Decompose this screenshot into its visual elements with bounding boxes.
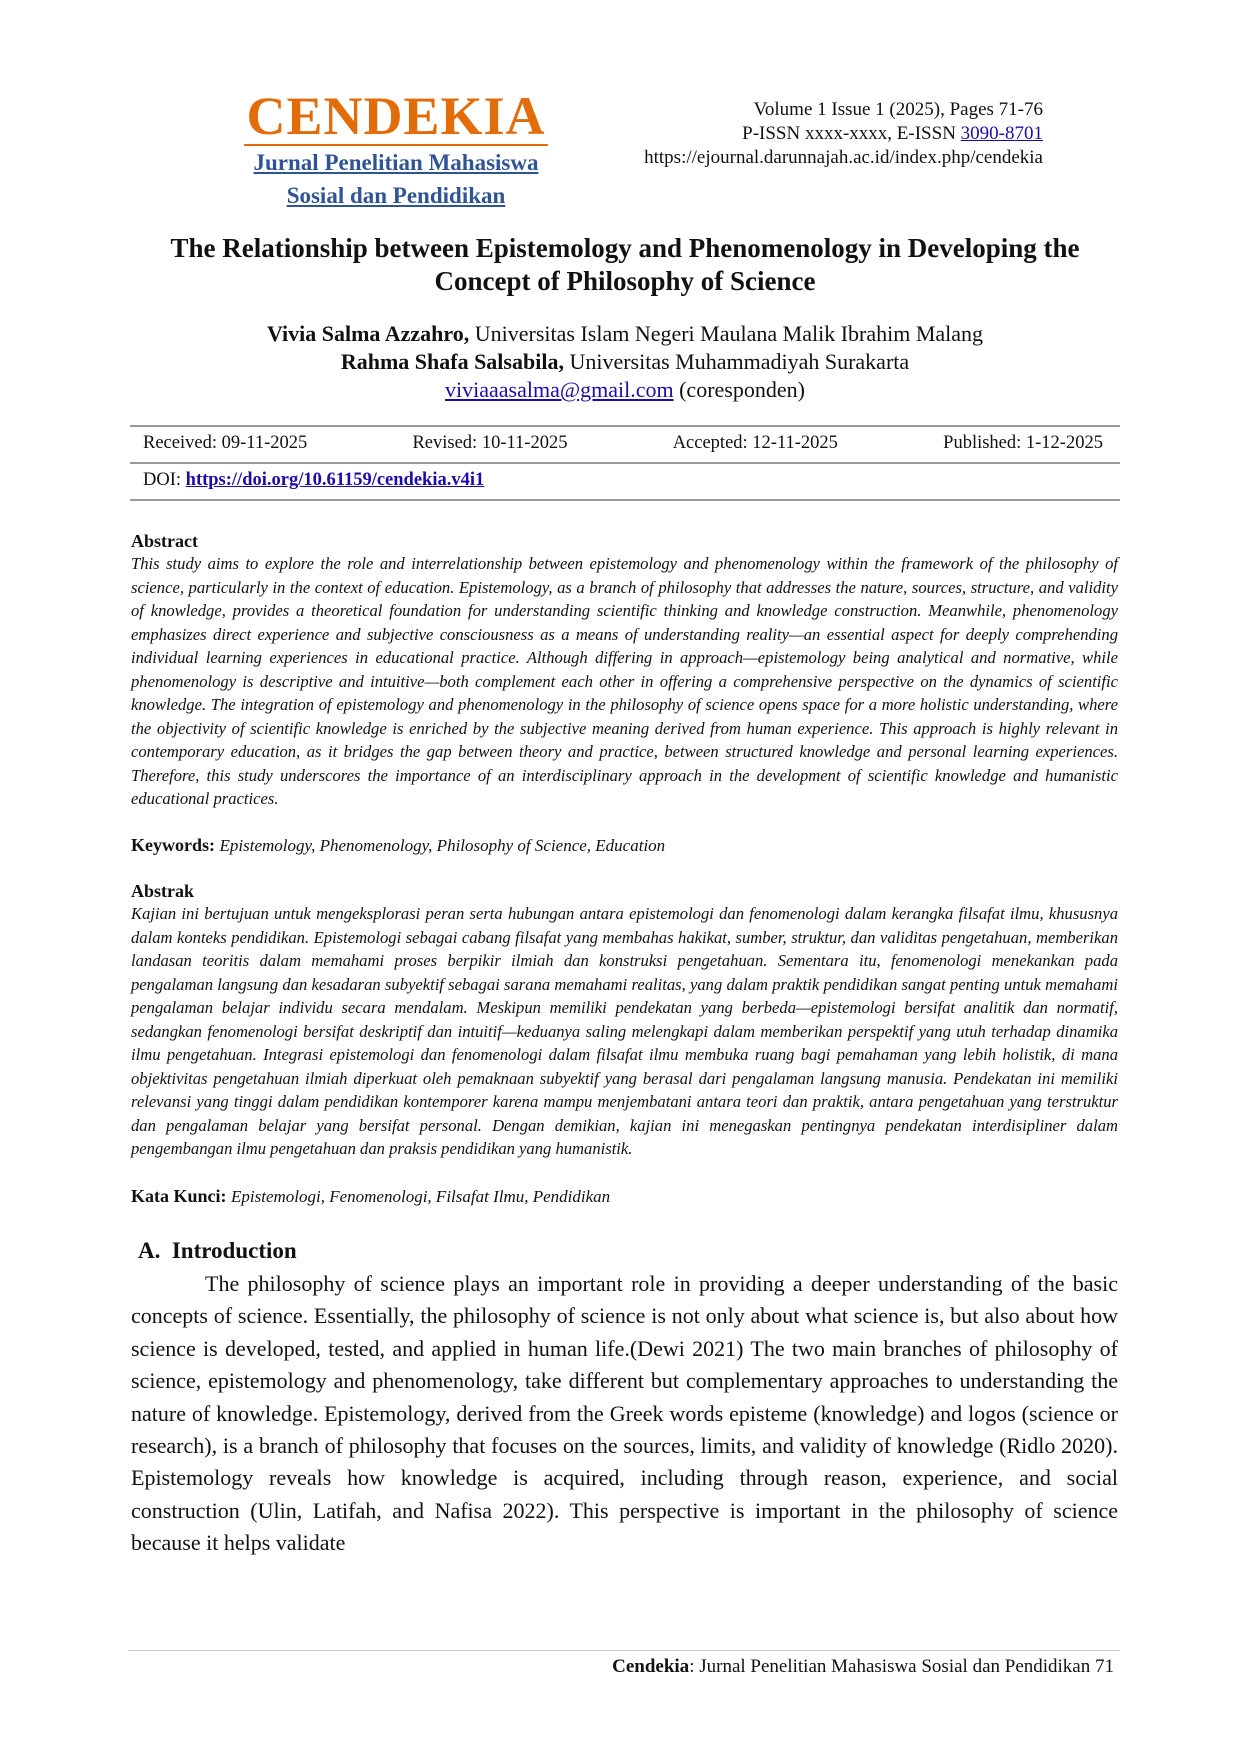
divider xyxy=(130,425,1120,427)
eissn-link[interactable]: 3090-8701 xyxy=(960,123,1043,144)
kata-kunci-value: Epistemologi, Fenomenologi, Filsafat Ilmu, Pendidikan xyxy=(231,1187,611,1206)
kata-kunci-label: Kata Kunci: xyxy=(131,1186,232,1206)
footer-divider xyxy=(128,1650,1120,1651)
authors xyxy=(130,320,1120,404)
introduction-text: The philosophy of science plays an important role in providing a deeper understanding of the basic concepts of science. Essentially, the philosophy of science is not only about what science is, but also about how science is developed, tested, and applied in human life.(Dewi 2021) The two main branches of philosophy of science, epistemology and phenomenology, take different but complementary approaches to understanding the nature of knowledge. Epistemology, derived from the Greek words episteme (knowledge) and logos (science or research), is a branch of philosophy that focuses on the sources, limits, and validity of knowledge (Ridlo 2020). Epistemology reveals how knowledge is acquired, including through reason, experience, and social construction (Ulin, Latifah, and Nafisa 2022). This perspective is important in the philosophy of science because it helps validate xyxy=(131,1271,1118,1556)
journal-url: https://ejournal.darunnajah.ac.id/index.php/cendekia xyxy=(644,147,1043,168)
author-affiliation: Universitas Muhammadiyah Surakarta xyxy=(563,349,910,374)
abstrak-text: Kajian ini bertujuan untuk mengeksplorasi peran serta hubungan antara epistemologi dan fenomenologi dalam kerangka filsafat ilmu, khususnya dalam konteks pendidikan. Epistemologi sebagai cabang filsafat yang membahas hakikat, sumber, struktur, dan validitas pengetahuan, memberikan landasan teoritis dalam memahami proses berpikir ilmiah dan konstruksi pengetahuan. Sementara itu, fenomenologi menekankan pada pengalaman langsung dan kesadaran subyektif sebagai sarana memahami realitas, yang dalam praktik pendidikan sangat penting untuk memahami pengalaman belajar individu secara mendalam. Meskipun memiliki pendekatan yang berbeda—epistemologi bersifat analitik dan normatif, sedangkan fenomenologi bersifat deskriptif dan intuitif—keduanya saling melengkapi dalam memberikan perspektif yang utuh terhadap dinamika ilmu pengetahuan. Integrasi epistemologi dan fenomenologi dalam filsafat ilmu membuka ruang bagi pemahaman yang lebih holistik, di mana objektivitas pengetahuan ilmiah diperkuat oleh pemaknaan subyektif yang berasal dari pengalaman langsung manusia. Pendekatan ini memiliki relevansi yang tinggi dalam pendidikan kontemporer karena mampu menjembatani antara teori dan praktik, antara pengetahuan yang terstruktur dan pengalaman belajar yang bersifat personal. Dengan demikian, kajian ini menegaskan pentingnya pendekatan interdisipliner dalam pengembangan ilmu pengetahuan dan praksis pendidikan yang humanistik. xyxy=(131,904,1118,1158)
accepted-date: Accepted: 12-11-2025 xyxy=(672,433,838,453)
issn-info xyxy=(644,122,1043,146)
doi-line xyxy=(143,470,484,491)
volume-info: Volume 1 Issue 1 (2025), Pages 71-76 xyxy=(753,99,1043,120)
logo-subtitle-1[interactable]: Jurnal Penelitian Mahasiswa xyxy=(253,150,539,175)
author-1 xyxy=(130,320,1120,348)
abstrak-heading: Abstrak xyxy=(131,881,195,901)
keywords-value: Epistemology, Phenomenology, Philosophy of Science, Education xyxy=(219,836,666,855)
journal-logo xyxy=(226,88,566,212)
footer-journal-desc: : Jurnal Penelitian Mahasiswa Sosial dan Pendidikan xyxy=(689,1656,1095,1677)
page-number: 71 xyxy=(1095,1656,1114,1677)
received-date: Received: 09-11-2025 xyxy=(143,433,308,453)
kata-kunci-line xyxy=(131,1186,1118,1207)
abstrak-section xyxy=(131,880,1118,1161)
revised-date: Revised: 10-11-2025 xyxy=(412,433,568,453)
introduction-heading: A. Introduction xyxy=(138,1238,297,1263)
email-link[interactable]: viviaaasalma@gmail.com xyxy=(445,377,674,402)
abstract-section xyxy=(131,530,1118,811)
author-2 xyxy=(130,348,1120,376)
divider xyxy=(130,499,1120,501)
journal-meta xyxy=(644,98,1043,170)
abstract-heading: Abstract xyxy=(131,531,198,551)
keywords-line xyxy=(131,835,1118,856)
published-date: Published: 1-12-2025 xyxy=(943,433,1103,453)
keywords-label: Keywords: xyxy=(131,835,220,855)
footer-journal-name: Cendekia xyxy=(612,1656,690,1677)
author-affiliation: Universitas Islam Negeri Maulana Malik Ibrahim Malang xyxy=(469,321,984,346)
email-line xyxy=(130,376,1120,404)
author-name: Vivia Salma Azzahro, xyxy=(266,321,470,346)
doi-link[interactable]: https://doi.org/10.61159/cendekia.v4i1 xyxy=(185,470,485,490)
logo-subtitle-2[interactable]: Sosial dan Pendidikan xyxy=(286,183,506,208)
author-name: Rahma Shafa Salsabila, xyxy=(340,349,564,374)
paper-title: The Relationship between Epistemology and Phenomenology in Developing the Concept of Philosophy of Science xyxy=(170,233,1080,296)
email-note: (coresponden) xyxy=(673,377,805,402)
dates-row xyxy=(143,433,1103,454)
logo-title: CENDEKIA xyxy=(246,86,546,146)
divider xyxy=(130,462,1120,464)
doi-label: DOI: xyxy=(143,470,186,490)
abstract-text: This study aims to explore the role and interrelationship between epistemology and phenomenology within the framework of the philosophy of science, particularly in the context of education. Epistemology, as a branch of philosophy that addresses the nature, sources, structure, and validity of knowledge, provides a theoretical foundation for understanding scientific thinking and knowledge construction. Meanwhile, phenomenology emphasizes direct experience and subjective consciousness as a means of understanding reality—an essential aspect for deeply comprehending individual learning experiences in educational practice. Although differing in approach—epistemology being analytical and normative, while phenomenology is descriptive and intuitive—both complement each other in offering a comprehensive perspective on the dynamics of scientific knowledge. The integration of epistemology and phenomenology in the philosophy of science opens space for a more holistic understanding, where the objectivity of scientific knowledge is enriched by the subjective meaning derived from human experience. This approach is highly relevant in contemporary education, as it bridges the gap between theory and practice, between structured knowledge and personal learning experiences. Therefore, this study underscores the importance of an interdisciplinary approach in the development of scientific knowledge and humanistic educational practices. xyxy=(131,554,1118,808)
issn-text: P-ISSN xxxx-xxxx, E-ISSN xyxy=(742,123,961,144)
page-footer xyxy=(612,1656,1114,1678)
